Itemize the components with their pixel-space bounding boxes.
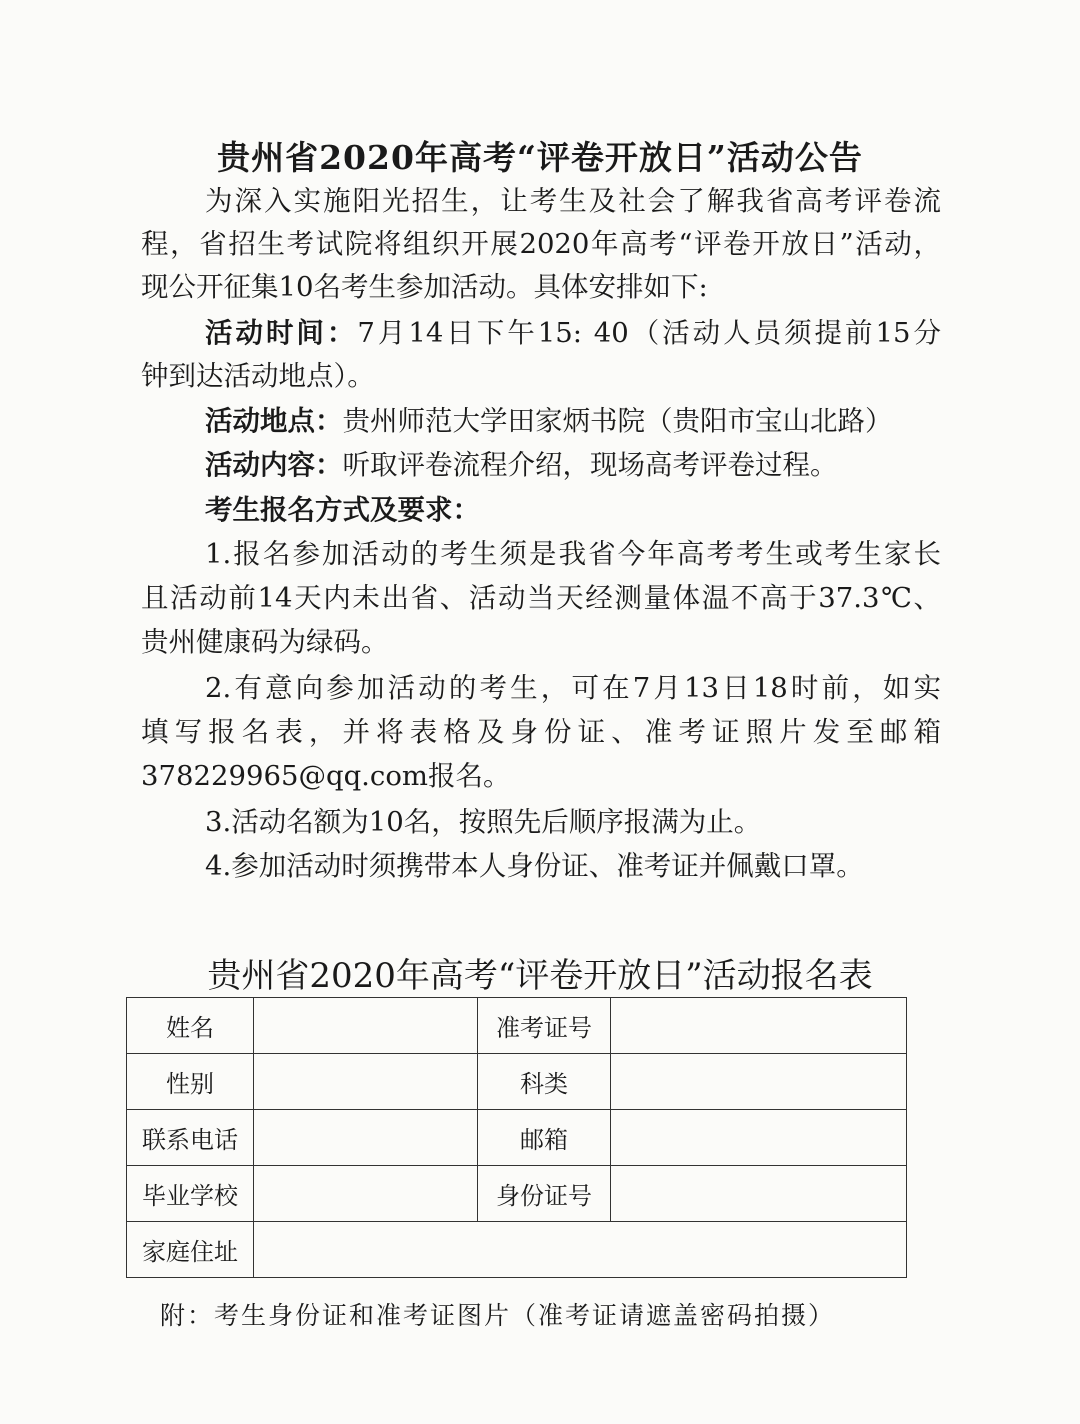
table-row	[127, 998, 907, 1054]
table-row	[127, 1110, 907, 1166]
address-label: 家庭住址	[127, 1222, 254, 1278]
gender-label: 性别	[127, 1054, 254, 1110]
email-label: 邮箱	[478, 1110, 611, 1166]
attachment-note: 附：考生身份证和准考证图片（准考证请遮盖密码拍摄）	[160, 1301, 836, 1330]
req1-line-3: 贵州健康码为绿码。	[141, 626, 389, 658]
activity-time-label: 活动时间：	[205, 317, 358, 349]
phone-field[interactable]	[254, 1110, 478, 1166]
subject-field[interactable]	[611, 1054, 907, 1110]
req1-line-1: 1.报名参加活动的考生须是我省今年高考考生或考生家长	[205, 538, 941, 570]
req2-line-3: 378229965@qq.com报名。	[141, 760, 511, 792]
req3: 3.活动名额为10名，按照先后顺序报满为止。	[205, 806, 762, 838]
gender-field[interactable]	[254, 1054, 478, 1110]
activity-place	[205, 399, 941, 443]
req2-line-1: 2.有意向参加活动的考生，可在7月13日18时前，如实	[205, 672, 941, 704]
requirements-heading	[205, 488, 941, 532]
notice-title: 贵州省2020年高考“评卷开放日”活动公告	[217, 138, 863, 177]
school-label: 毕业学校	[127, 1166, 254, 1222]
phone-label: 联系电话	[127, 1110, 254, 1166]
requirements-label: 考生报名方式及要求：	[205, 494, 480, 526]
exam-id-field[interactable]	[611, 998, 907, 1054]
req2-line-2: 填写报名表，并将表格及身份证、准考证照片发至邮箱	[141, 716, 941, 748]
name-field[interactable]	[254, 998, 478, 1054]
activity-content-value: 听取评卷流程介绍，现场高考评卷过程。	[342, 449, 838, 481]
form-title: 贵州省2020年高考“评卷开放日”活动报名表	[207, 956, 873, 996]
address-field[interactable]	[254, 1222, 907, 1278]
req4: 4.参加活动时须携带本人身份证、准考证并佩戴口罩。	[205, 850, 864, 882]
activity-place-value: 贵州师范大学田家炳书院（贵阳市宝山北路）	[342, 405, 893, 437]
activity-time-line-2: 钟到达活动地点）。	[141, 360, 375, 392]
registration-form-table	[126, 997, 907, 1278]
intro-line-3: 现公开征集10名考生参加活动。具体安排如下:	[141, 271, 708, 303]
activity-time-line-1	[205, 311, 941, 355]
table-row	[127, 1166, 907, 1222]
id-number-label: 身份证号	[478, 1166, 611, 1222]
table-row	[127, 1054, 907, 1110]
intro-line-2: 程，省招生考试院将组织开展2020年高考“评卷开放日”活动，	[141, 228, 941, 260]
table-row	[127, 1222, 907, 1278]
id-number-field[interactable]	[611, 1166, 907, 1222]
exam-id-label: 准考证号	[478, 998, 611, 1054]
activity-place-label: 活动地点：	[205, 405, 343, 437]
activity-content	[205, 443, 941, 487]
req1-line-2: 且活动前14天内未出省、活动当天经测量体温不高于37.3℃、	[141, 582, 941, 614]
intro-line-1: 为深入实施阳光招生，让考生及社会了解我省高考评卷流	[205, 185, 941, 217]
email-field[interactable]	[611, 1110, 907, 1166]
school-field[interactable]	[254, 1166, 478, 1222]
activity-time-value: 7月14日下午15: 40（活动人员须提前15分	[357, 317, 941, 349]
subject-label: 科类	[478, 1054, 611, 1110]
activity-content-label: 活动内容：	[205, 449, 343, 481]
name-label: 姓名	[127, 998, 254, 1054]
